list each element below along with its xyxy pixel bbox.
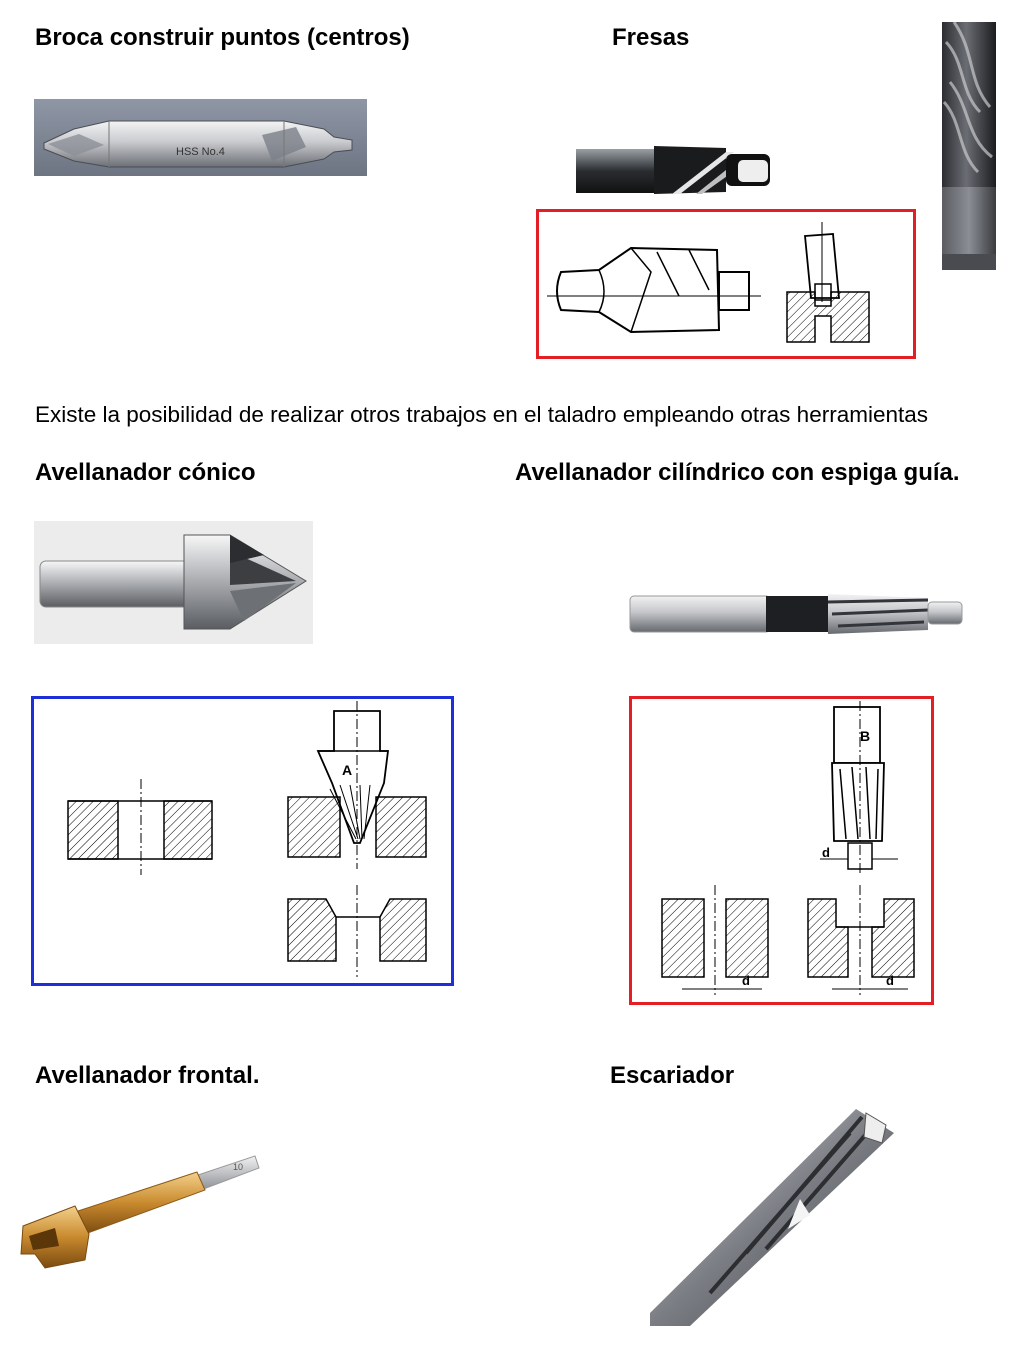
counterbore-tool-photo (576, 140, 776, 196)
intro-paragraph: Existe la posibilidad de realizar otros trabajos en el taladro empleando otras herramientas (35, 402, 928, 427)
forstner-bit-photo (15, 1150, 260, 1272)
diagram-label-a: A (342, 762, 353, 778)
counterbore-diagram (539, 212, 913, 356)
countersink-diagram-frame (31, 696, 454, 986)
pilot-counterbore-photo (628, 588, 964, 638)
heading-countersink-conical: Avellanador cónico (35, 459, 256, 486)
pilot-counterbore-diagram-frame (629, 696, 934, 1005)
heading-reamer: Escariador (610, 1062, 735, 1089)
heading-forstner: Avellanador frontal. (35, 1062, 260, 1089)
end-mill-photo (940, 22, 998, 270)
pilot-counterbore-diagram (632, 699, 931, 1002)
heading-center-drill: Broca construir puntos (centros) (35, 24, 410, 51)
countersink-diagram (34, 699, 451, 983)
counterbore-diagram-frame (536, 209, 916, 359)
center-drill-photo (34, 99, 367, 176)
forstner-marking: 10 (233, 1162, 244, 1172)
reamer-photo (650, 1103, 896, 1326)
heading-mills: Fresas (612, 24, 690, 51)
dim-d-right: d (886, 973, 894, 988)
center-drill-marking: HSS No.4 (176, 146, 225, 158)
dim-d-top: d (822, 845, 830, 860)
heading-counterbore-pilot: Avellanador cilíndrico con espiga guía. (515, 459, 960, 486)
dim-d-left: d (742, 973, 750, 988)
conical-countersink-photo (34, 521, 313, 644)
diagram-label-b: B (860, 728, 871, 744)
